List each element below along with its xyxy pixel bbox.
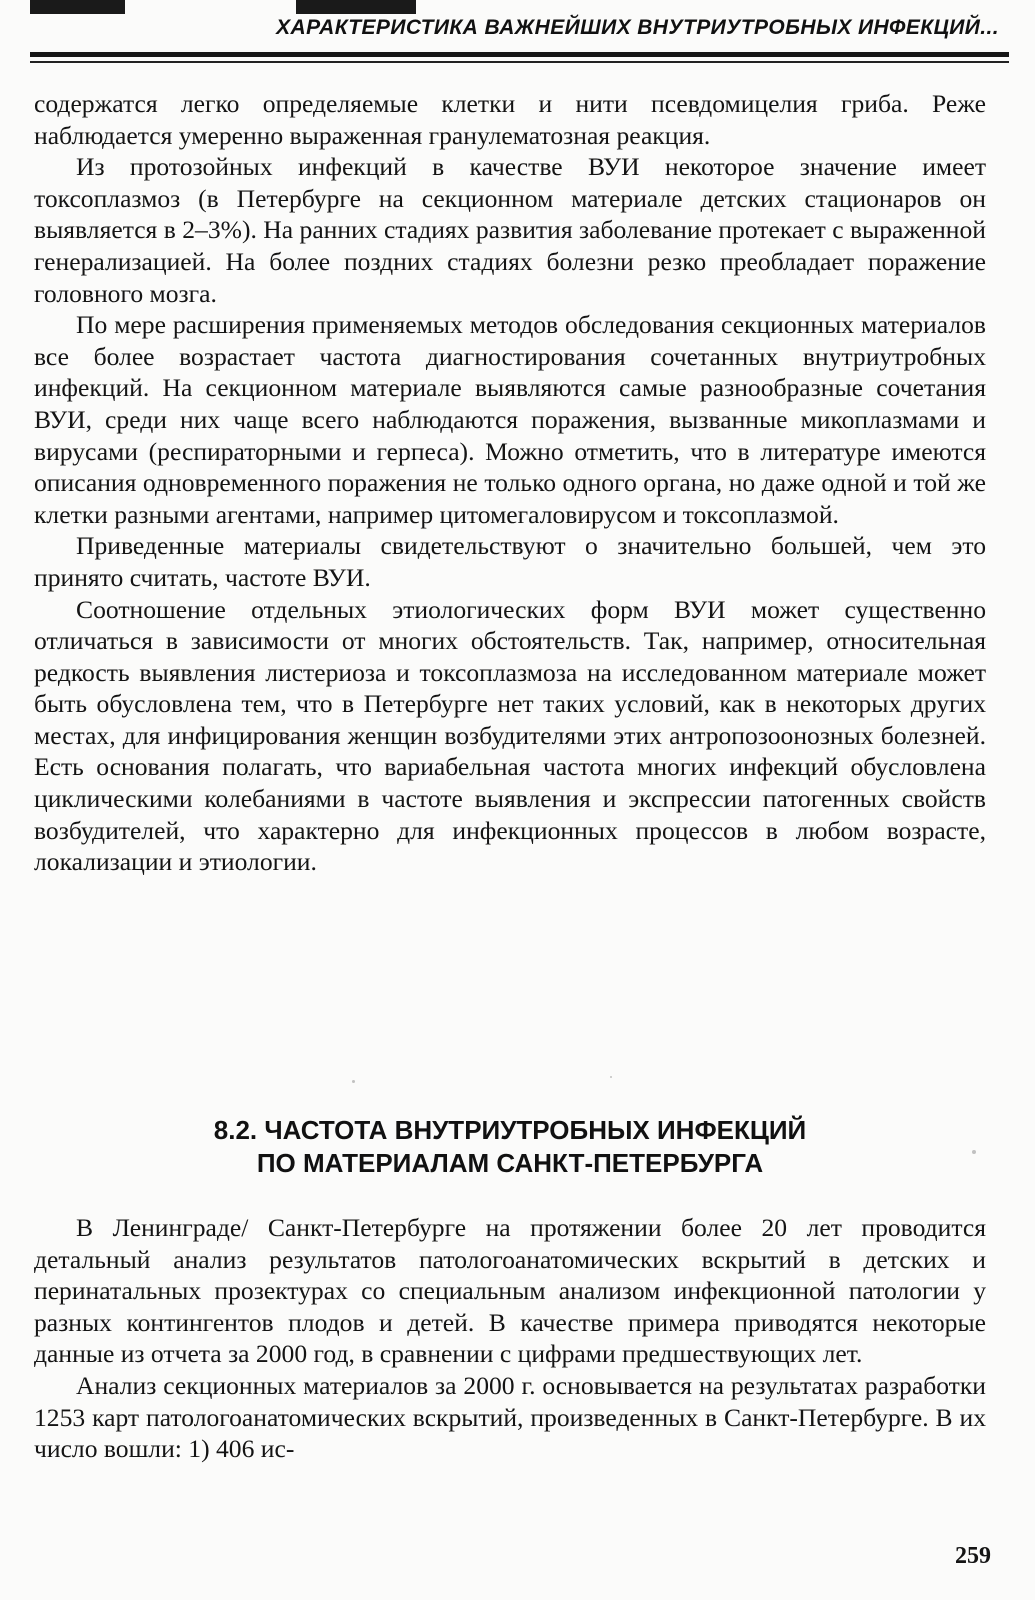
body-text-top <box>34 88 986 878</box>
header-decor-block <box>30 0 125 14</box>
paragraph: Анализ секционных материалов за 2000 г. основывается на результатах разработки 1253 карт патологоанатомических вскрытий, произведенных в Санкт-Петербурге. В их число вошли: 1) 406 ис- <box>34 1370 986 1464</box>
running-title: ХАРАКТЕРИСТИКА ВАЖНЕЙШИХ ВНУТРИУТРОБНЫХ ИНФЕКЦИЙ... <box>276 16 999 39</box>
paragraph: В Ленинграде/ Санкт-Петербурге на протяжении более 20 лет проводится детальный анализ результатов патологоанатомических вскрытий в детских и перинатальных прозектурах со специальным анализом инфекционной патологии у разных контингентов плодов и детей. В качестве примера приводятся некоторые данные из отчета за 2000 год, в сравнении с цифрами предшествующих лет. <box>34 1213 986 1369</box>
header-rule-thin <box>30 61 1009 63</box>
scan-speck <box>610 1076 612 1078</box>
scan-speck <box>352 1080 355 1083</box>
header-decor-block <box>296 0 416 14</box>
section-heading-line: ПО МАТЕРИАЛАМ САНКТ-ПЕТЕРБУРГА <box>256 1148 764 1178</box>
body-text-bottom <box>34 1212 986 1465</box>
paragraph: Из протозойных инфекций в качестве ВУИ некоторое значение имеет токсоплазмоз (в Петербурге на секционном материале детских стационаров он выявляется в 2–3%). На ранних стадиях развития заболевание протекает с выраженной генерализацией. На более поздних стадиях болезни резко преобладает поражение головного мозга. <box>34 152 986 308</box>
header-rule-thick <box>30 52 1009 57</box>
section-heading <box>34 1114 986 1180</box>
paragraph: содержатся легко определяемые клетки и нити псевдомицелия гриба. Реже наблюдается умеренно выраженная гранулематозная реакция. <box>34 89 986 150</box>
section-heading-line: 8.2. ЧАСТОТА ВНУТРИУТРОБНЫХ ИНФЕКЦИЙ <box>213 1115 807 1145</box>
paragraph: По мере расширения применяемых методов обследования секционных материалов все более возрастает частота диагностирования сочетанных внутриутробных инфекций. На секционном материале выявляются самые разнообразные сочетания ВУИ, среди них чаще всего наблюдаются поражения, вызванные микоплазмами и вирусами (респираторными и герпеса). Можно отметить, что в литературе имеются описания одновременного поражения не только одного органа, но даже одной и той же клетки разными агентами, например цитомегаловирусом и токсоплазмой. <box>34 310 986 529</box>
page-number: 259 <box>955 1543 991 1569</box>
paragraph: Соотношение отдельных этиологических форм ВУИ может существенно отличаться в зависимости от многих обстоятельств. Так, например, относительная редкость выявления листериоза и токсоплазмоза на исследованном материале может быть обусловлена тем, что в Петербурге нет таких условий, как в некоторых других местах, для инфицирования женщин возбудителями этих антропозоонозных болезней. Есть основания полагать, что вариабельная частота многих инфекций обусловлена циклическими колебаниями в частоте выявления и экспрессии патогенных свойств возбудителей, что характерно для инфекционных процессов в любом возрасте, локализации и этиологии. <box>34 594 986 877</box>
scan-speck <box>972 1150 976 1154</box>
paragraph: Приведенные материалы свидетельствуют о значительно большей, чем это принято считать, частоте ВУИ. <box>34 531 986 592</box>
